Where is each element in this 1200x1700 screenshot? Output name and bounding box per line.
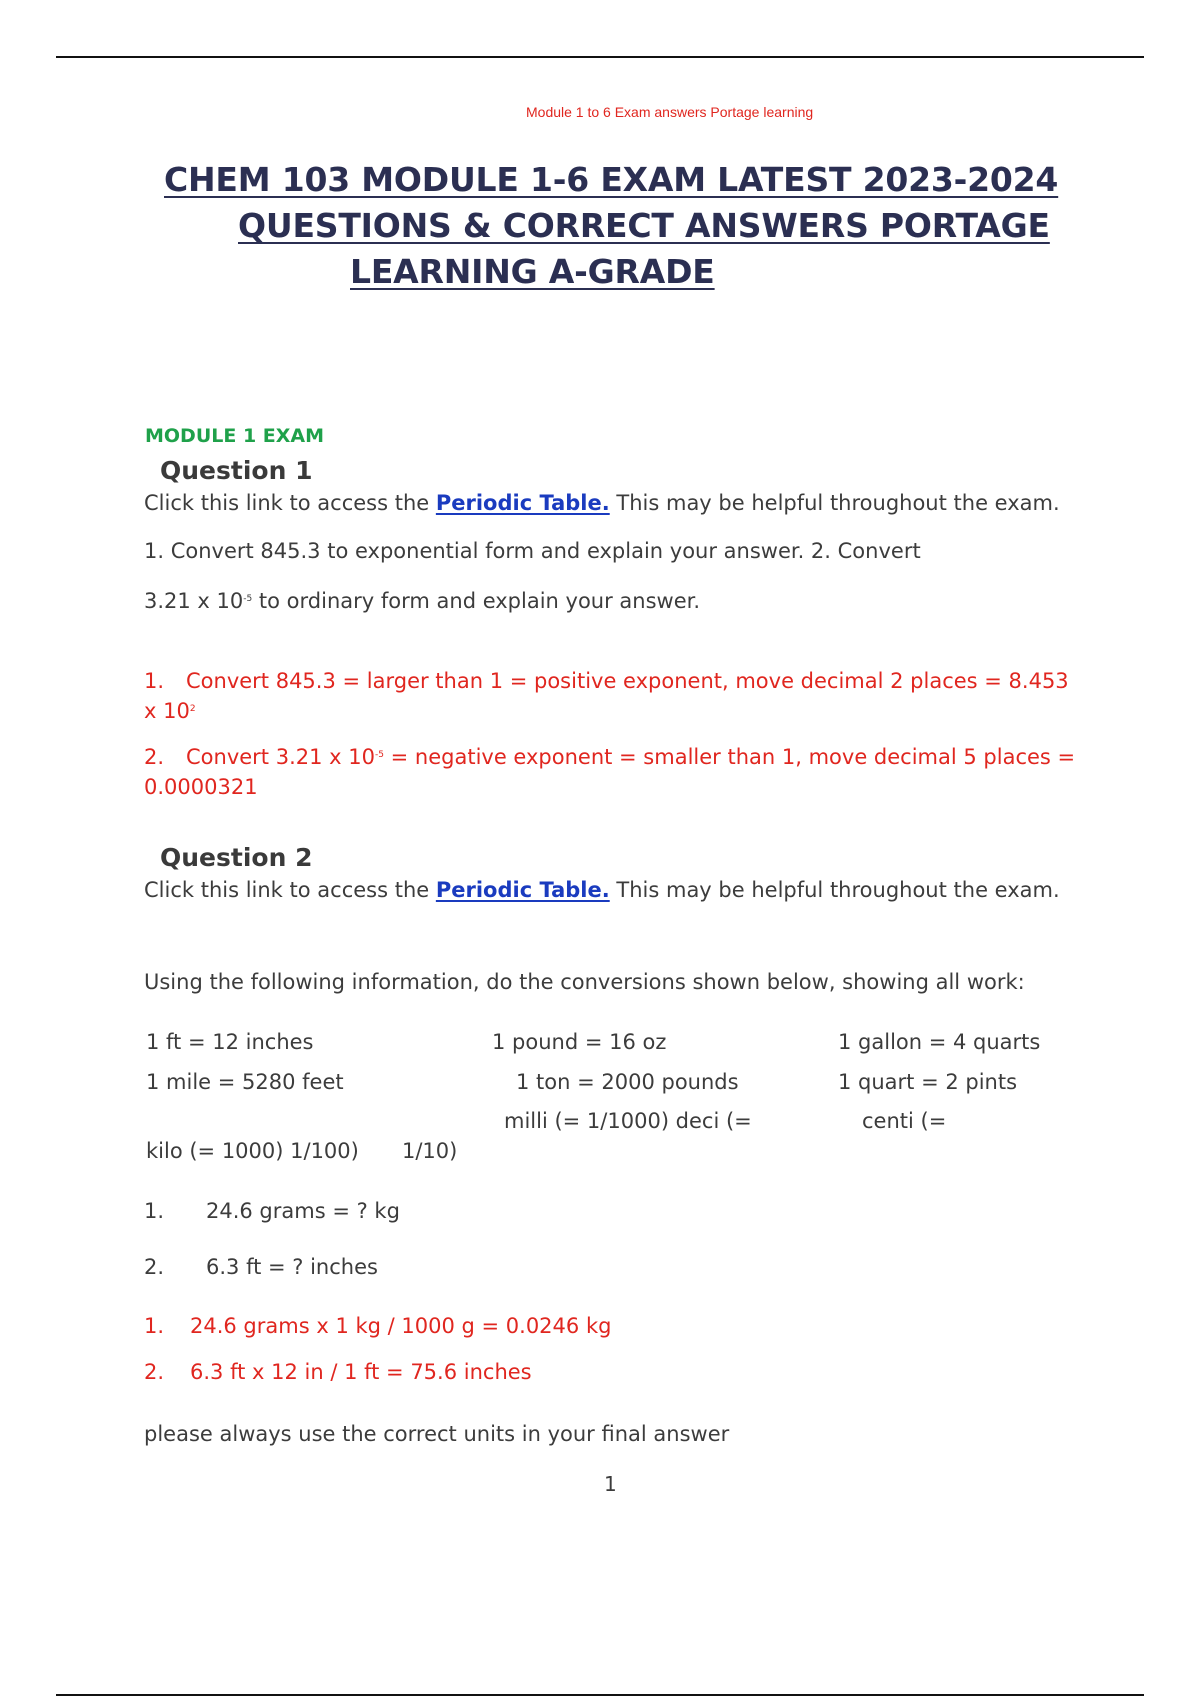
question-1-heading: Question 1: [160, 456, 313, 485]
conversion-pound-oz: 1 pound = 16 oz: [492, 1030, 667, 1054]
problem-number: 2.: [144, 1255, 165, 1279]
question-2-answer-2: [144, 1360, 532, 1384]
conversion-kilo: kilo (= 1000) 1/100): [146, 1139, 359, 1163]
intro-text-after: This may be helpful throughout the exam.: [609, 491, 1060, 515]
question-2-instructions: Using the following information, do the conversions shown below, showing all work:: [144, 970, 1025, 994]
question-2-answer-1: [144, 1314, 611, 1338]
conversion-ton-pounds: 1 ton = 2000 pounds: [516, 1070, 739, 1094]
answer-text: 24.6 grams x 1 kg / 1000 g = 0.0246 kg: [190, 1314, 612, 1338]
document-title-line-3: LEARNING A-GRADE: [350, 252, 715, 291]
answer-text-a: Convert 3.21 x 10: [186, 745, 375, 769]
question-1-prompt-line-1: 1. Convert 845.3 to exponential form and explain your answer. 2. Convert: [144, 539, 921, 563]
question-1-prompt-line-2: [144, 588, 700, 615]
conversion-mile-feet: 1 mile = 5280 feet: [146, 1070, 344, 1094]
prompt-exponent: -5: [243, 594, 253, 604]
module-label: MODULE 1 EXAM: [145, 425, 325, 447]
page-number: 1: [604, 1472, 617, 1496]
header-note: Module 1 to 6 Exam answers Portage learning: [526, 104, 814, 120]
question-1-answer-2: [144, 742, 1084, 803]
conversion-milli-deci: milli (= 1/1000) deci (=: [504, 1109, 752, 1133]
question-2-heading: Question 2: [160, 843, 313, 872]
problem-number: 1.: [144, 1199, 165, 1223]
intro-text-before: Click this link to access the: [144, 878, 436, 902]
answer-text-b: = negative exponent = smaller than 1, move decimal 5 places = 0.0000321: [144, 745, 1076, 800]
document-title-line-2: QUESTIONS & CORRECT ANSWERS PORTAGE: [238, 206, 1050, 245]
periodic-table-link[interactable]: Periodic Table.: [435, 878, 610, 902]
problem-2: [144, 1255, 378, 1279]
top-rule: [56, 56, 1144, 58]
answer-number: 2.: [144, 745, 165, 769]
question-1-answer-1: [144, 666, 1084, 727]
periodic-table-link[interactable]: Periodic Table.: [435, 491, 610, 515]
document-title-line-1: CHEM 103 MODULE 1-6 EXAM LATEST 2023-2024: [164, 160, 1059, 199]
answer-text: 6.3 ft x 12 in / 1 ft = 75.6 inches: [190, 1360, 532, 1384]
conversion-centi: centi (=: [862, 1109, 947, 1133]
answer-number: 1.: [144, 1314, 165, 1338]
answer-exponent: -5: [374, 750, 384, 760]
problem-text: 24.6 grams = ? kg: [206, 1199, 400, 1223]
prompt-text-b: to ordinary form and explain your answer.: [252, 589, 701, 613]
answer-number: 2.: [144, 1360, 165, 1384]
question-2-intro: [144, 877, 1060, 904]
problem-1: [144, 1199, 400, 1223]
conversion-deci-fraction: 1/10): [402, 1139, 458, 1163]
answer-number: 1.: [144, 669, 165, 693]
prompt-text-a: 3.21 x 10: [144, 589, 244, 613]
intro-text-after: This may be helpful throughout the exam.: [609, 878, 1060, 902]
intro-text-before: Click this link to access the: [144, 491, 436, 515]
answer-text: Convert 845.3 = larger than 1 = positive exponent, move decimal 2 places = 8.453 x 10: [144, 669, 1069, 724]
conversion-gallon-quarts: 1 gallon = 4 quarts: [838, 1030, 1041, 1054]
question-1-intro: [144, 490, 1060, 517]
problem-text: 6.3 ft = ? inches: [206, 1255, 378, 1279]
conversion-ft-inches: 1 ft = 12 inches: [146, 1030, 314, 1054]
units-note: please always use the correct units in your final answer: [144, 1422, 730, 1446]
answer-exponent: 2: [189, 704, 196, 715]
conversion-quart-pints: 1 quart = 2 pints: [838, 1070, 1018, 1094]
bottom-rule: [56, 1694, 1144, 1696]
